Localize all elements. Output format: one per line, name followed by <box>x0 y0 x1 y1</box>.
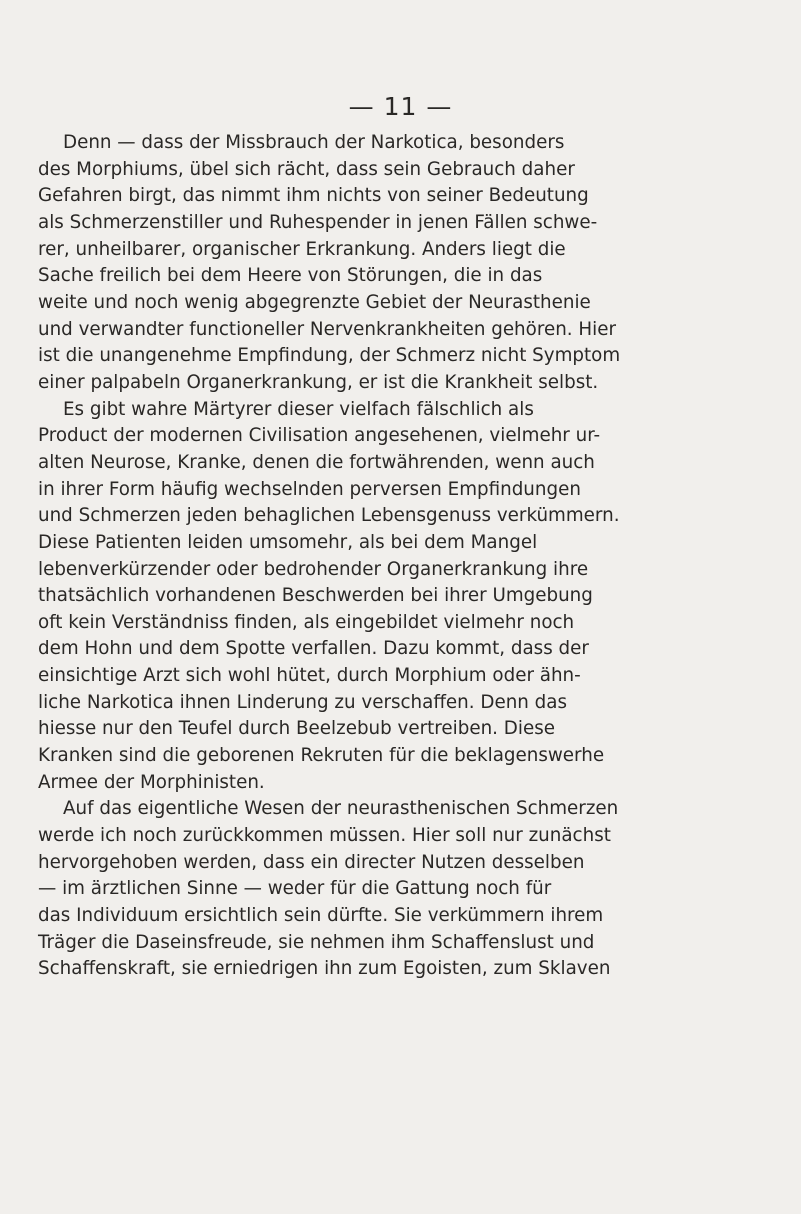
text-line: in ihrer Form häufig wechselnden perversen Empfindungen <box>38 478 581 500</box>
text-line: Sache freilich bei dem Heere von Störungen, die in das <box>38 265 543 287</box>
text-line: hiesse nur den Teufel durch Beelzebub vertreiben. Diese <box>38 718 555 740</box>
text-line: — im ärztlichen Sinne — weder für die Gattung noch für <box>38 878 552 900</box>
text-line: alten Neurose, Kranke, denen die fortwährenden, wenn auch <box>38 451 595 473</box>
text-line: rer, unheilbarer, organischer Erkrankung. Anders liegt die <box>38 238 566 260</box>
text-line: liche Narkotica ihnen Linderung zu verschaffen. Denn das <box>38 691 568 713</box>
text-line: Es gibt wahre Märtyrer dieser vielfach fälschlich als <box>63 398 534 420</box>
page-number: — 11 — <box>348 92 453 121</box>
text-line: des Morphiums, übel sich rächt, dass sein Gebrauch daher <box>38 158 575 180</box>
text-line: oft kein Verständniss finden, als eingebildet vielmehr noch <box>38 611 575 633</box>
text-line: Diese Patienten leiden umsomehr, als bei dem Mangel <box>38 531 538 553</box>
text-line: ist die unangenehme Empfindung, der Schmerz nicht Symptom <box>38 345 621 367</box>
text-line: und verwandter functioneller Nervenkrankheiten gehören. Hier <box>38 318 616 340</box>
text-line: hervorgehoben werden, dass ein directer Nutzen desselben <box>38 851 585 873</box>
text-line: Gefahren birgt, das nimmt ihm nichts von seiner Bedeutung <box>38 185 589 207</box>
text-line: Product der modernen Civilisation angesehenen, vielmehr ur- <box>38 425 601 447</box>
body-text <box>38 130 801 983</box>
text-line: Träger die Daseinsfreude, sie nehmen ihm Schaffenslust und <box>38 931 595 953</box>
text-line: Auf das eigentliche Wesen der neurasthenischen Schmerzen <box>63 798 619 820</box>
text-line: einer palpabeln Organerkrankung, er ist die Krankheit selbst. <box>38 371 599 393</box>
text-line: thatsächlich vorhandenen Beschwerden bei ihrer Umgebung <box>38 585 593 607</box>
text-line: lebenverkürzender oder bedrohender Organerkrankung ihre <box>38 558 589 580</box>
text-line: das Individuum ersichtlich sein dürfte. Sie verkümmern ihrem <box>38 905 604 927</box>
text-line: Denn — dass der Missbrauch der Narkotica, besonders <box>63 132 565 153</box>
text-line: Armee der Morphinisten. <box>38 771 265 793</box>
text-line: als Schmerzenstiller und Ruhespender in jenen Fällen schwe- <box>38 211 598 233</box>
text-line: Schaffenskraft, sie erniedrigen ihn zum Egoisten, zum Sklaven <box>38 958 611 980</box>
text-line: einsichtige Arzt sich wohl hütet, durch Morphium oder ähn- <box>38 665 581 687</box>
text-line: werde ich noch zurückkommen müssen. Hier soll nur zunächst <box>38 825 611 847</box>
text-line: weite und noch wenig abgegrenzte Gebiet der Neurasthenie <box>38 291 591 313</box>
text-line: dem Hohn und dem Spotte verfallen. Dazu kommt, dass der <box>38 638 589 660</box>
text-line: und Schmerzen jeden behaglichen Lebensgenuss verkümmern. <box>38 505 620 527</box>
text-line: Kranken sind die geborenen Rekruten für die beklagenswerhe <box>38 745 605 767</box>
